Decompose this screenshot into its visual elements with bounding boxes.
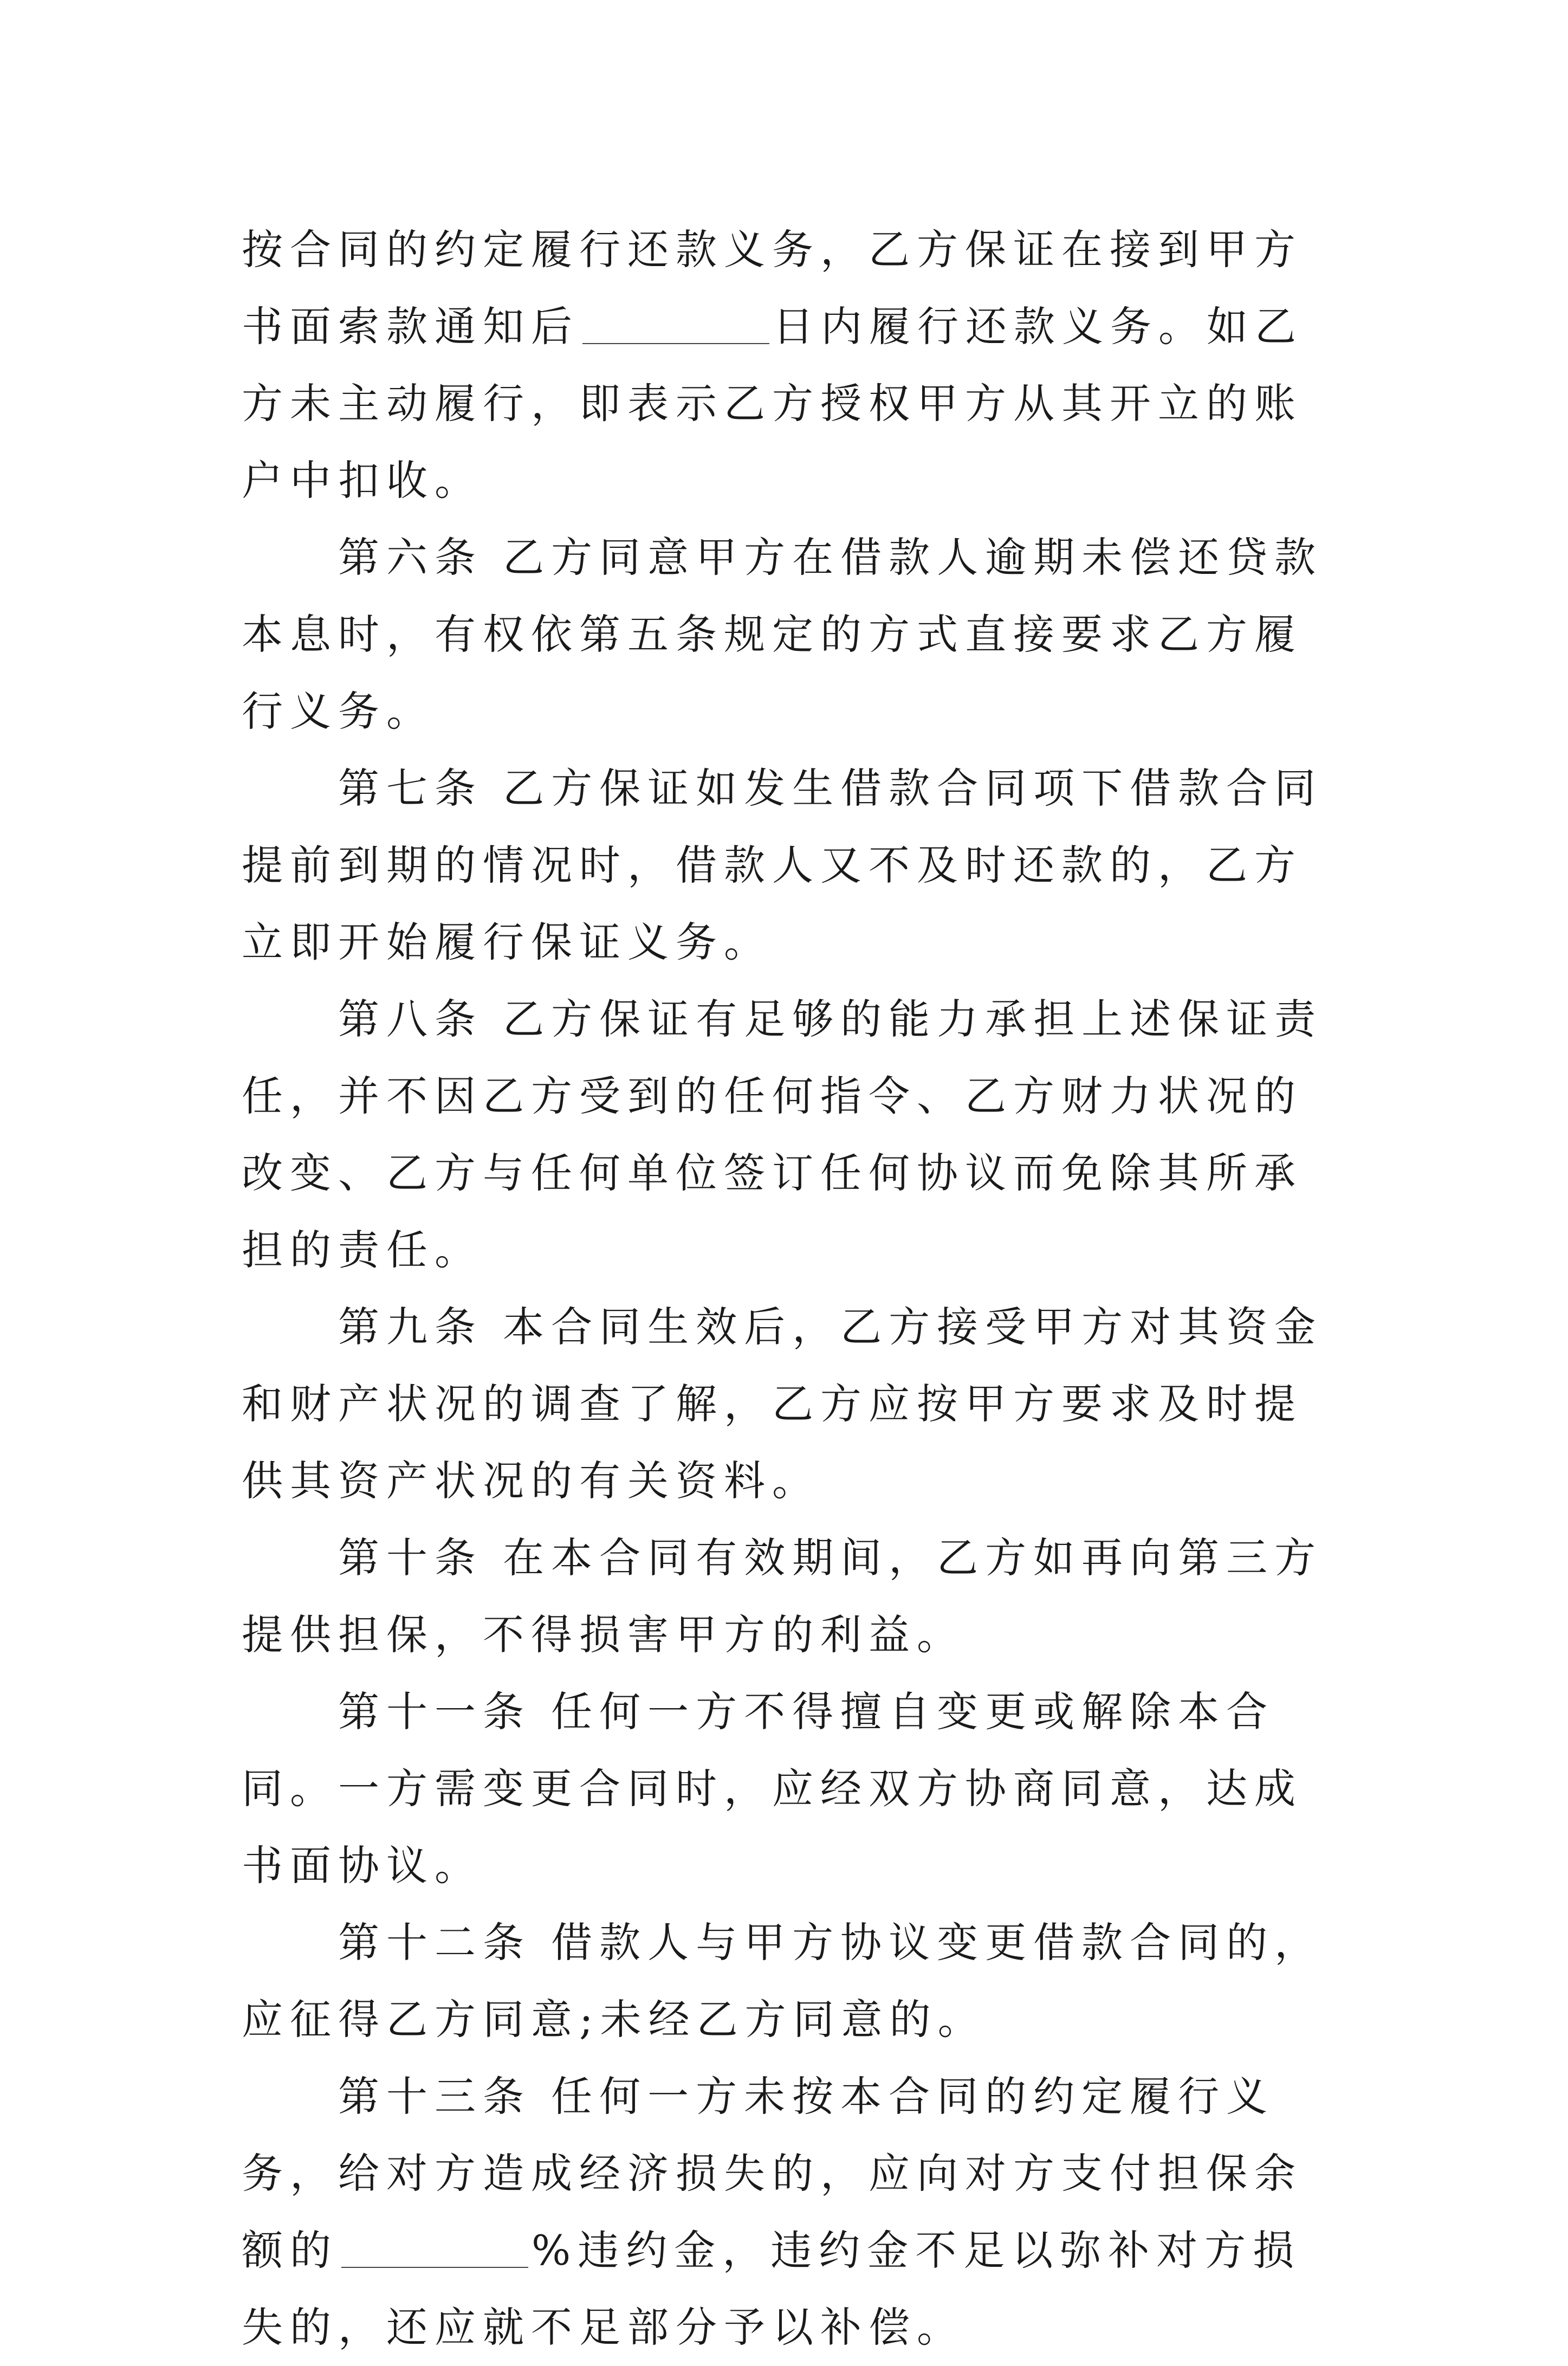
article-8: 第八条 乙方保证有足够的能力承担上述保证责任，并不因乙方受到的任何指令、乙方财力状况的改变、乙方与任何单位签订任何协议而免除其所承担的责任。 — [242, 995, 1323, 1274]
blank-days-field[interactable] — [582, 302, 769, 344]
article-9: 第九条 本合同生效后，乙方接受甲方对其资金和财产状况的调查了解，乙方应按甲方要求及时提供其资产状况的有关资料。 — [242, 1303, 1323, 1505]
contract-body — [242, 211, 1342, 2366]
article-13 — [242, 2058, 1342, 2366]
paragraph-text: 按合同的约定履行还款义务，乙方保证在接到甲方书面索款通知后 — [242, 225, 1303, 351]
article-10: 第十条 在本合同有效期间，乙方如再向第三方提供担保，不得损害甲方的利益。 — [242, 1534, 1323, 1659]
paragraph-text: 第十三条 任何一方未按本合同的约定履行义务，给对方造成经济损失的，应向对方支付担保余额的 — [242, 2072, 1303, 2274]
article-7: 第七条 乙方保证如发生借款合同项下借款合同提前到期的情况时，借款人又不及时还款的，乙方立即开始履行保证义务。 — [242, 764, 1323, 966]
article-11: 第十一条 任何一方不得擅自变更或解除本合同。一方需变更合同时，应经双方协商同意，达成书面协议。 — [242, 1688, 1303, 1890]
article-6: 第六条 乙方同意甲方在借款人逾期未偿还贷款本息时，有权依第五条规定的方式直接要求乙方履行义务。 — [242, 533, 1323, 735]
blank-penalty-percent-field[interactable] — [341, 2226, 528, 2268]
paragraph-text: %违约金，违约金不足以弥补对方损失的，还应就不足部分予以补偿。 — [242, 2226, 1301, 2351]
article-12: 第十二条 借款人与甲方协议变更借款合同的，应征得乙方同意;未经乙方同意的。 — [242, 1918, 1323, 2044]
paragraph-continuation — [242, 211, 1342, 519]
paragraph-text: 日内履行还款义务。如乙方未主动履行，即表示乙方授权甲方从其开立的账户中扣收。 — [242, 302, 1303, 505]
